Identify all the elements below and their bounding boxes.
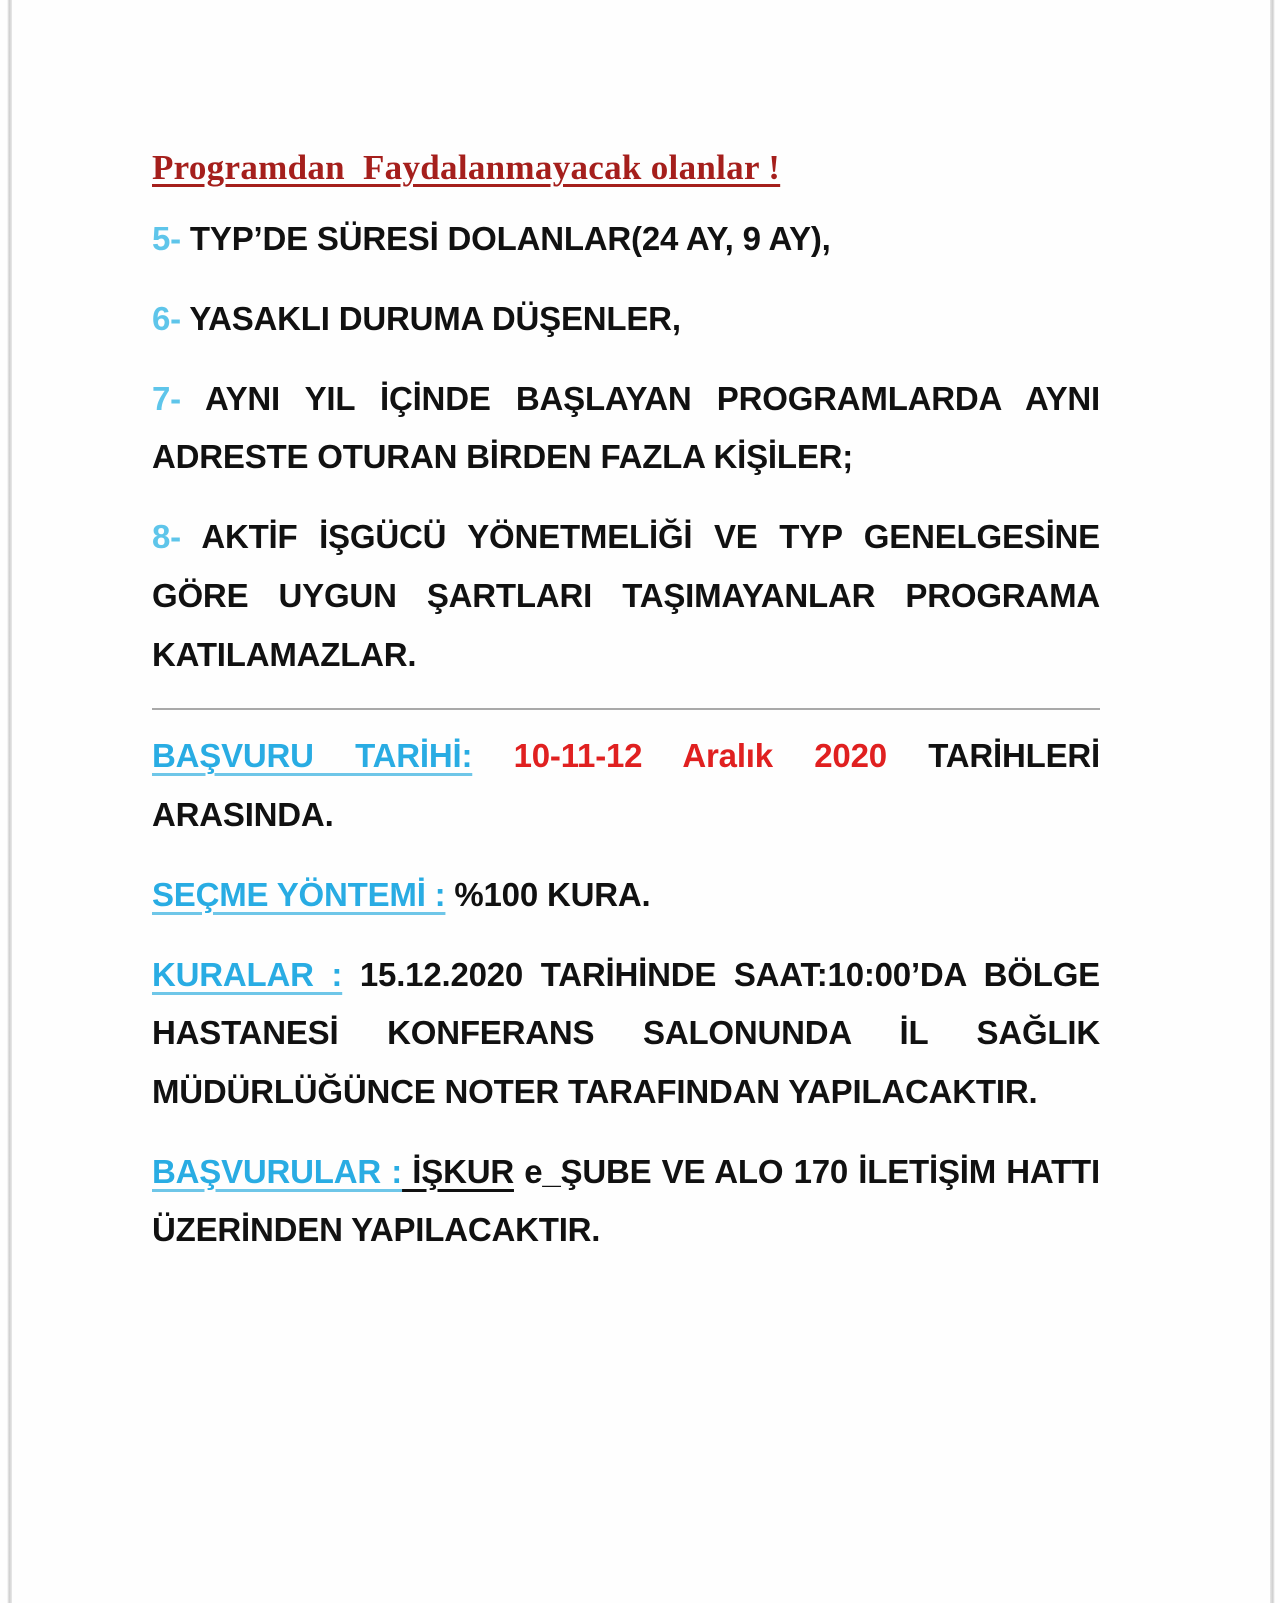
lottery-value: 15.12.2020 TARİHİNDE SAAT:10:00’DA BÖLGE HASTANESİ KONFERANS SALONUNDA İL SAĞLIK MÜDÜRLÜĞÜNCE NOTER TARAFINDAN YAPILACAKTIR. — [152, 955, 1100, 1110]
exclusion-text-6: YASAKLI DURUMA DÜŞENLER, — [180, 299, 681, 337]
application-date-value: 10-11-12 Aralık 2020 — [472, 737, 887, 775]
applications-row — [152, 1132, 1100, 1270]
applications-label: BAŞVURULAR : — [152, 1152, 403, 1190]
exclusion-number-5: 5- — [152, 220, 181, 258]
page-edge-right — [1270, 0, 1275, 1603]
application-date-row — [152, 716, 1100, 854]
application-date-rest: TARİHLERİ ARASINDA. — [152, 737, 1100, 834]
exclusion-number-7: 7- — [152, 379, 181, 417]
exclusion-number-6: 6- — [152, 299, 181, 337]
page-title: Programdan Faydalanmayacak olanlar ! — [152, 148, 781, 187]
lottery-row — [152, 935, 1100, 1132]
page-edge-left — [7, 0, 12, 1603]
selection-method-row — [152, 855, 1100, 935]
document-content — [152, 148, 1100, 1270]
exclusion-item-7 — [152, 359, 1100, 497]
exclusion-number-8: 8- — [152, 518, 181, 556]
exclusion-text-5: TYP’DE SÜRESİ DOLANLAR(24 AY, 9 AY), — [180, 220, 831, 258]
applications-emphasis: İŞKUR — [402, 1152, 514, 1190]
exclusion-item-5 — [152, 199, 1100, 279]
selection-method-label: SEÇME YÖNTEMİ : — [152, 875, 446, 913]
applications-rest: e_ŞUBE VE ALO 170 İLETİŞİM HATTI ÜZERİNDEN YAPILACAKTIR. — [152, 1152, 1100, 1249]
selection-method-value: %100 KURA. — [445, 875, 651, 913]
exclusion-item-6 — [152, 279, 1100, 359]
lottery-label: KURALAR : — [152, 955, 343, 993]
exclusion-text-7: AYNI YIL İÇİNDE BAŞLAYAN PROGRAMLARDA AYNI ADRESTE OTURAN BİRDEN FAZLA KİŞİLER; — [152, 379, 1100, 476]
exclusion-text-8: AKTİF İŞGÜCÜ YÖNETMELİĞİ VE TYP GENELGESİNE GÖRE UYGUN ŞARTLARI TAŞIMAYANLAR PROGRAMA KATILAMAZLAR. — [152, 518, 1100, 673]
exclusion-item-8 — [152, 497, 1100, 694]
section-divider — [152, 708, 1100, 710]
application-date-label: BAŞVURU TARİHİ: — [152, 737, 473, 775]
